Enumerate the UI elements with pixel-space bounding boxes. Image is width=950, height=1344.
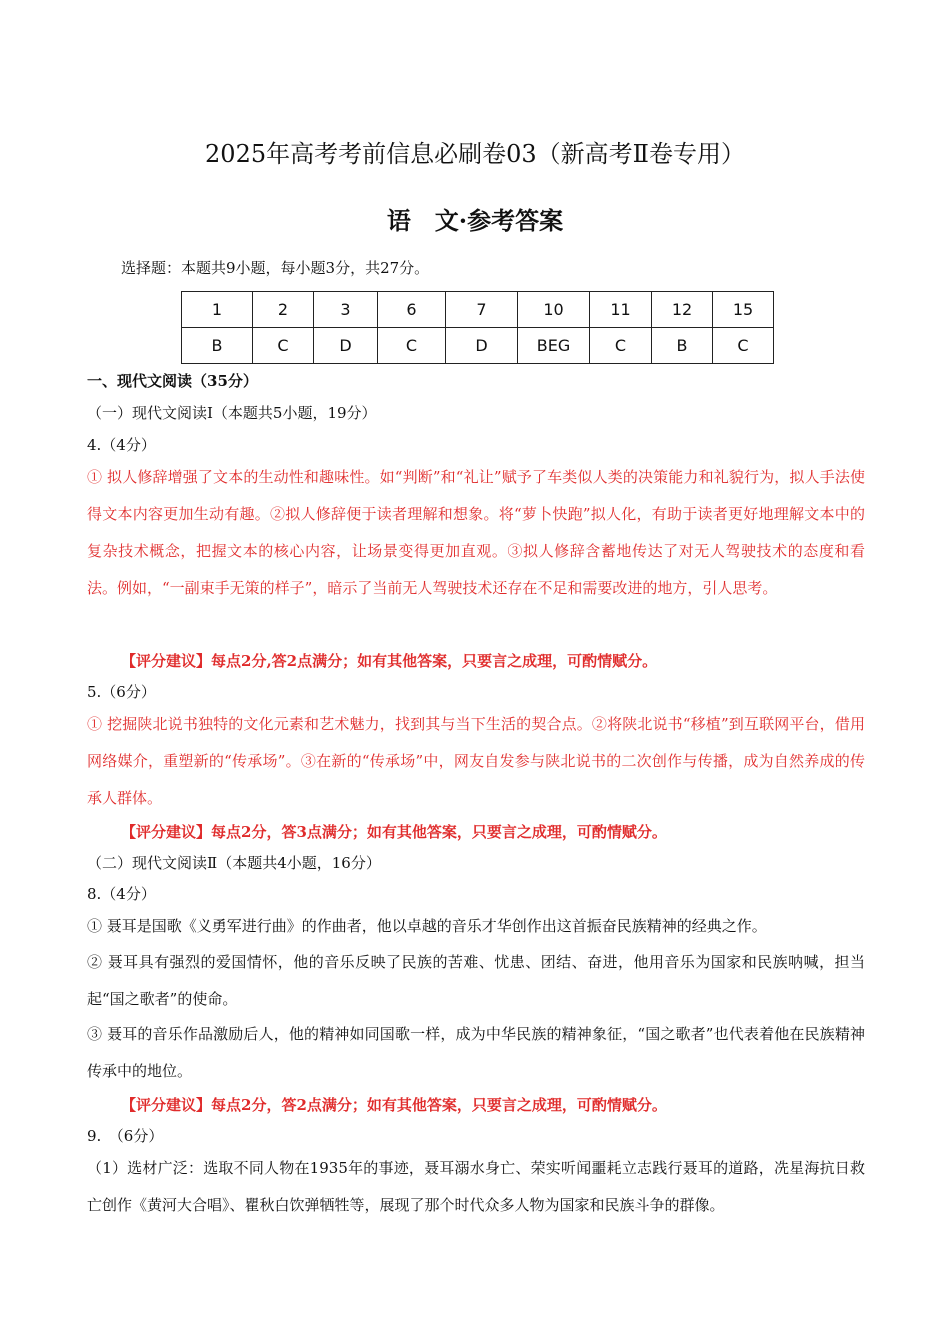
- answer-paragraph: ② 聂耳具有强烈的爱国情怀，他的音乐反映了民族的苦难、忧患、团结、奋进，他用音乐为国家和民族呐喊，担当起“国之歌者”的使命。: [87, 953, 865, 1008]
- answer-paragraph: ① 挖掘陕北说书独特的文化元素和艺术魅力，找到其与当下生活的契合点。②将陕北说书“移植”到互联网平台，借用网络媒介，重塑新的“传承场”。③在新的“传承场”中，网友自发参与陕北说书的二次创作与传播，成为自然养成的传承人群体。: [87, 715, 865, 807]
- question-cell: 2: [253, 292, 314, 328]
- answer-row: [182, 328, 774, 364]
- answer-cell: C: [590, 328, 652, 364]
- answer-paragraph: ③ 聂耳的音乐作品激励后人，他的精神如同国歌一样，成为中华民族的精神象征，“国之歌者”也代表着他在民族精神传承中的地位。: [87, 1025, 865, 1080]
- question-row: [182, 292, 774, 328]
- answer-paragraph: （1）选材广泛：选取不同人物在1935年的事迹，聂耳溺水身亡、荣实听闻噩耗立志践行聂耳的道路，冼星海抗日救亡创作《黄河大合唱》、瞿秋白饮弹牺牲等，展现了那个时代众多人物为国家和民族斗争的群像。: [87, 1159, 865, 1214]
- subsection-heading: （二）现代文阅读Ⅱ（本题共4小题，16分）: [87, 854, 381, 872]
- question-cell: 7: [446, 292, 518, 328]
- page-subtitle: 语 文·参考答案: [386, 206, 564, 235]
- answer-paragraph: ① 拟人修辞增强了文本的生动性和趣味性。如“判断”和“礼让”赋予了车类似人类的决策能力和礼貌行为，拟人手法使得文本内容更加生动有趣。②拟人修辞便于读者理解和想象。将“萝卜快跑”拟人化，有助于读者更好地理解文本中的复杂技术概念，把握文本的核心内容，让场景变得更加直观。③拟人修辞含蓄地传达了对无人驾驶技术的态度和看法。例如，“一副束手无策的样子”，暗示了当前无人驾驶技术还存在不足和需要改进的地方，引人思考。: [87, 468, 865, 597]
- answer-cell: D: [314, 328, 378, 364]
- subsection-heading: （一）现代文阅读Ⅰ（本题共5小题，19分）: [87, 404, 377, 422]
- question-label: 8.（4分）: [87, 885, 156, 903]
- answer-cell: B: [182, 328, 253, 364]
- answer-cell: BEG: [518, 328, 590, 364]
- answer-cell: C: [253, 328, 314, 364]
- question-cell: 6: [378, 292, 446, 328]
- question-cell: 11: [590, 292, 652, 328]
- scoring-tip: 【评分建议】每点2分，答2点满分；如有其他答案，只要言之成理，可酌情赋分。: [121, 1096, 667, 1114]
- question-cell: 12: [652, 292, 713, 328]
- answer-cell: D: [446, 328, 518, 364]
- answer-table: [181, 291, 774, 364]
- answer-cell: C: [378, 328, 446, 364]
- question-cell: 3: [314, 292, 378, 328]
- question-label: 9. （6分）: [87, 1127, 164, 1145]
- answer-cell: B: [652, 328, 713, 364]
- mc-intro: 选择题：本题共9小题，每小题3分，共27分。: [121, 259, 430, 277]
- question-label: 5.（6分）: [87, 683, 156, 701]
- section-heading: 一、现代文阅读（35分）: [87, 372, 258, 390]
- answer-paragraph: ① 聂耳是国歌《义勇军进行曲》的作曲者，他以卓越的音乐才华创作出这首振奋民族精神的经典之作。: [87, 917, 767, 935]
- scoring-tip: 【评分建议】每点2分,答2点满分；如有其他答案，只要言之成理，可酌情赋分。: [121, 652, 658, 670]
- scoring-tip: 【评分建议】每点2分，答3点满分；如有其他答案，只要言之成理，可酌情赋分。: [121, 823, 667, 841]
- question-cell: 15: [713, 292, 774, 328]
- question-cell: 1: [182, 292, 253, 328]
- page-title: 2025年高考考前信息必刷卷03（新高考Ⅱ卷专用）: [205, 140, 745, 168]
- answer-cell: C: [713, 328, 774, 364]
- question-label: 4.（4分）: [87, 436, 156, 454]
- question-cell: 10: [518, 292, 590, 328]
